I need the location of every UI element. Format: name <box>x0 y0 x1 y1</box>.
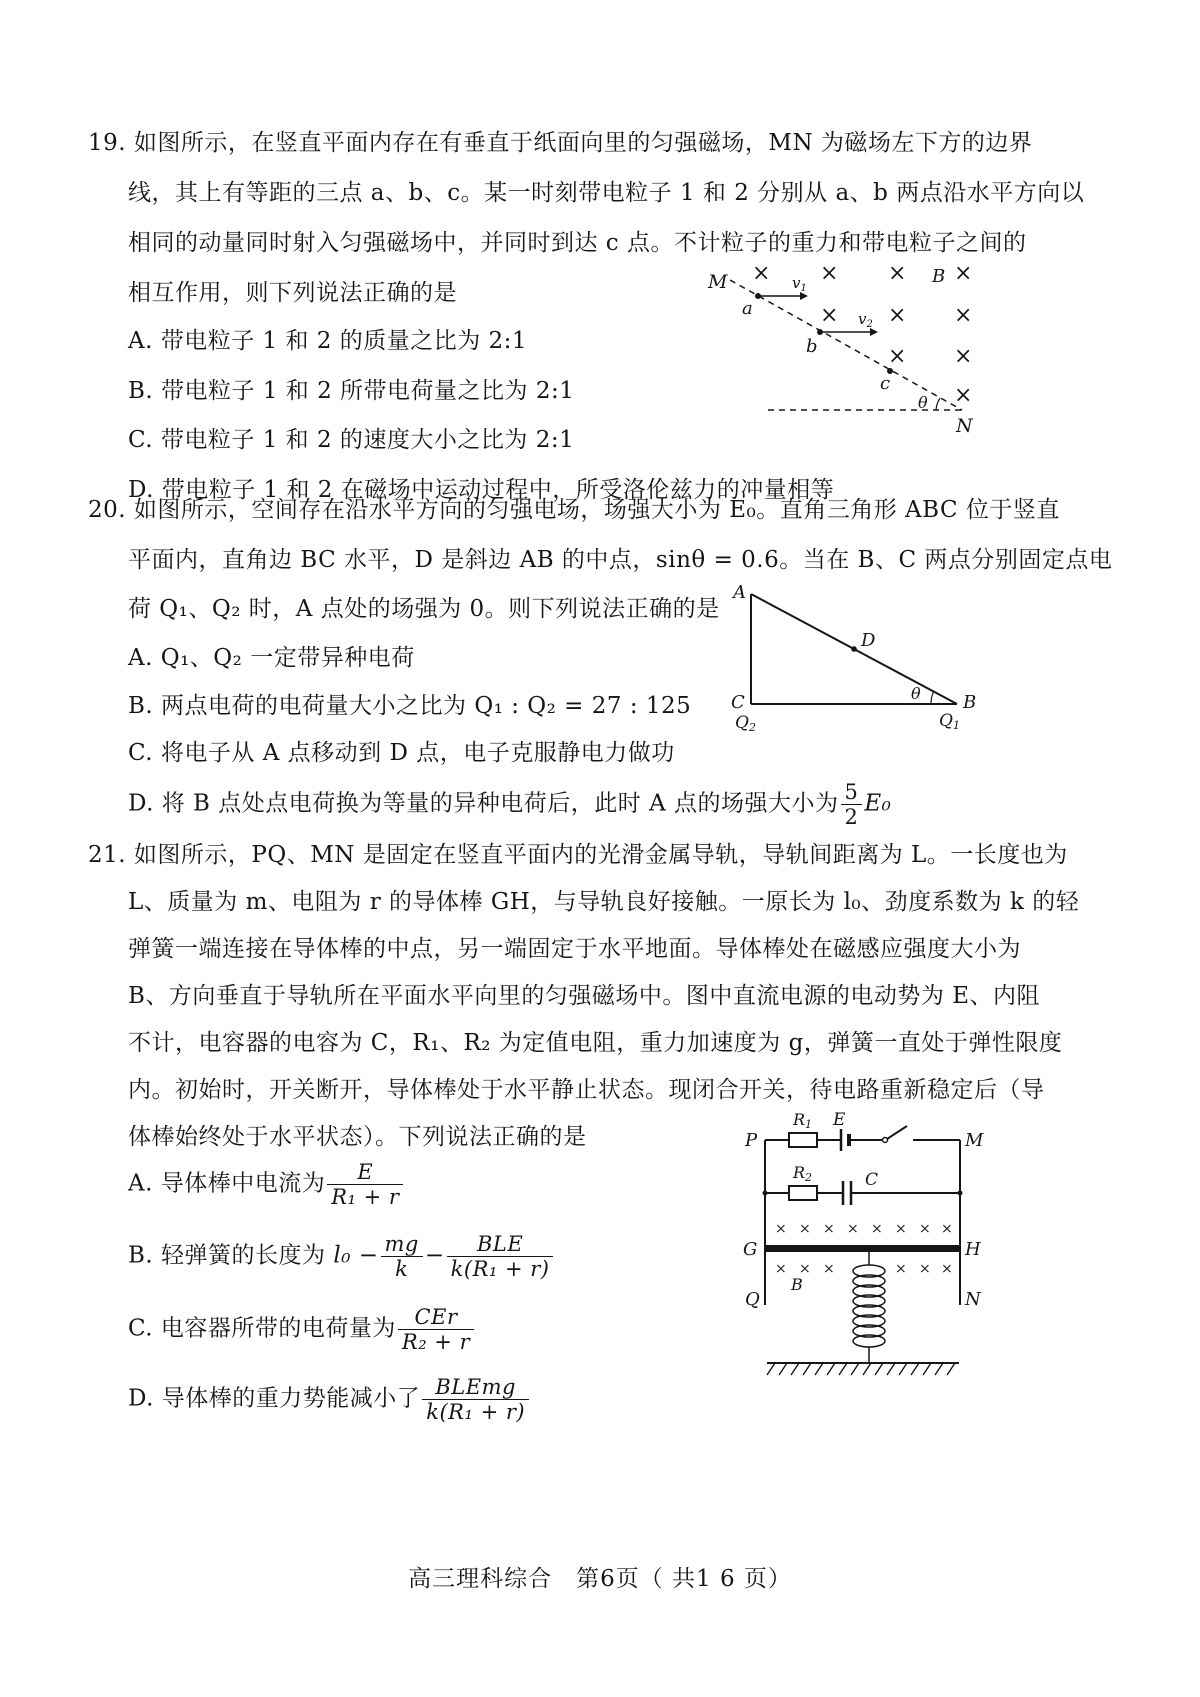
q20-line-2: 平面内，直角边 BC 水平，D 是斜边 AB 的中点，sinθ = 0.6。当在 B、C 两点分别固定点电 <box>128 547 1113 573</box>
q20-label-D: D <box>861 630 876 651</box>
q20-label-C: C <box>731 692 745 713</box>
field-cross: × <box>799 1261 811 1277</box>
q19-option-c: C. 带电粒子 1 和 2 的速度大小之比为 2:1 <box>128 427 575 453</box>
q21-line-5: 不计，电容器的电容为 C，R₁、R₂ 为定值电阻，重力加速度为 g，弹簧一直处于弹性限度 <box>128 1030 1063 1056</box>
q19-option-a: A. 带电粒子 1 和 2 的质量之比为 2:1 <box>128 328 528 354</box>
q20-option-c: C. 将电子从 A 点移动到 D 点，电子克服静电力做功 <box>128 740 675 766</box>
field-cross: × <box>919 1261 931 1277</box>
q21-option-c: C. 电容器所带的电荷量为 CEr R₂ + r <box>128 1305 476 1354</box>
q21-option-d-fraction: BLEmg k(R₁ + r) <box>422 1375 529 1424</box>
q21-label-Q: Q <box>745 1289 760 1310</box>
field-cross: × <box>799 1221 811 1237</box>
q19-option-d: D. 带电粒子 1 和 2 在磁场中运动过程中，所受洛伦兹力的冲量相等 <box>128 477 835 503</box>
q19-line-3: 相同的动量同时射入匀强磁场中，并同时到达 c 点。不计粒子的重力和带电粒子之间的 <box>128 230 1027 256</box>
field-cross: × <box>888 344 907 369</box>
q21-line-7: 体棒始终处于水平状态）。下列说法正确的是 <box>128 1124 587 1150</box>
field-cross: × <box>888 261 907 286</box>
field-cross: × <box>941 1221 953 1237</box>
field-cross: × <box>847 1221 859 1237</box>
q20-option-d-fraction: $\frac{5}{2}$ <box>841 780 863 829</box>
q21-option-a-fraction: $\frac{E}{\text{R₁ + r}}$ <box>327 1160 403 1209</box>
q21-figure <box>735 1105 995 1385</box>
q19-line-4: 相互作用，则下列说法正确的是 <box>128 280 457 306</box>
q21-option-b-fraction-1: $\frac{mg}{k}$ <box>381 1232 423 1281</box>
q20-label-A: A <box>733 582 746 603</box>
field-cross: × <box>775 1261 787 1277</box>
q19-label-N: N <box>956 415 973 437</box>
q19-label-theta: θ <box>918 393 928 412</box>
q21-label-H: H <box>965 1239 981 1260</box>
q19-line-1: 19. 如图所示，在竖直平面内存在有垂直于纸面向里的匀强磁场，MN 为磁场左下方的边界 <box>88 130 1033 156</box>
q21-line-2: L、质量为 m、电阻为 r 的导体棒 GH，与导轨良好接触。一原长为 l₀、劲度系数为 k 的轻 <box>128 889 1080 915</box>
q21-option-c-fraction: CEr R₂ + r <box>398 1305 474 1354</box>
q21-label-G: G <box>743 1239 758 1260</box>
q20-label-Q1: Q1 <box>939 711 960 732</box>
q20-line-1: 20. 如图所示，空间存在沿水平方向的匀强电场，场强大小为 E₀。直角三角形 ABC 位于竖直 <box>88 497 1060 523</box>
q20-option-a: A. Q₁、Q₂ 一定带异种电荷 <box>128 645 415 671</box>
q21-line-3: 弹簧一端连接在导体棒的中点，另一端固定于水平地面。导体棒处在磁感应强度大小为 <box>128 936 1021 962</box>
q21-option-b: B. 轻弹簧的长度为 l₀ − $\frac{mg}{k}$ − BLE k(R₁ + r) <box>128 1232 555 1281</box>
q19-label-b: b <box>806 336 818 357</box>
field-cross: × <box>871 1221 883 1237</box>
q21-option-a: A. 导体棒中电流为 $\frac{E}{\text{R₁ + r}}$ <box>128 1160 405 1209</box>
field-cross: × <box>888 303 907 328</box>
field-cross: × <box>919 1221 931 1237</box>
field-cross: × <box>820 261 839 286</box>
q21-line-6: 内。初始时，开关断开，导体棒处于水平静止状态。现闭合开关，待电路重新稳定后（导 <box>128 1077 1045 1103</box>
field-cross: × <box>752 261 771 286</box>
q21-line-1: 21. 如图所示，PQ、MN 是固定在竖直平面内的光滑金属导轨，导轨间距离为 L。一长度也为 <box>88 842 1068 868</box>
q20-option-d: D. 将 B 点处点电荷换为等量的异种电荷后，此时 A 点的场强大小为 $\frac{5}{2}$ E₀ <box>128 780 892 829</box>
field-cross: × <box>895 1221 907 1237</box>
q21-label-E: E <box>833 1110 846 1130</box>
q20-figure <box>725 580 995 734</box>
q20-label-Q2: Q2 <box>735 713 756 734</box>
q21-label-M: M <box>965 1130 984 1151</box>
field-cross: × <box>954 383 973 408</box>
q19-option-b: B. 带电粒子 1 和 2 所带电荷量之比为 2:1 <box>128 378 575 404</box>
q19-label-M: M <box>708 271 728 293</box>
q20-label-B: B <box>963 692 977 713</box>
field-cross: × <box>954 261 973 286</box>
q21-label-B: B <box>791 1275 803 1294</box>
q19-label-c: c <box>880 373 891 394</box>
q21-option-b-fraction-2: BLE k(R₁ + r) <box>447 1232 554 1281</box>
field-cross: × <box>775 1221 787 1237</box>
q21-label-R1: R1 <box>793 1110 813 1131</box>
q20-option-b: B. 两点电荷的电荷量大小之比为 Q₁ : Q₂ = 27 : 125 <box>128 693 692 719</box>
q21-line-4: B、方向垂直于导轨所在平面水平向里的匀强磁场中。图中直流电源的电动势为 E、内阻 <box>128 983 1041 1009</box>
q21-label-R2: R2 <box>793 1163 813 1184</box>
page-footer: 高三理科综合 第6页（ 共1 6 页） <box>408 1566 792 1592</box>
q19-label-B: B <box>932 266 946 287</box>
q20-line-3: 荷 Q₁、Q₂ 时，A 点处的场强为 0。则下列说法正确的是 <box>128 596 720 622</box>
q19-line-2: 线，其上有等距的三点 a、b、c。某一时刻带电粒子 1 和 2 分别从 a、b 两点沿水平方向以 <box>128 180 1085 206</box>
q20-label-theta: θ <box>911 684 921 703</box>
field-cross: × <box>895 1261 907 1277</box>
field-cross: × <box>941 1261 953 1277</box>
field-cross: × <box>954 344 973 369</box>
q21-label-C: C <box>865 1170 879 1190</box>
q21-option-d: D. 导体棒的重力势能减小了 BLEmg k(R₁ + r) <box>128 1375 531 1424</box>
q21-label-P: P <box>745 1130 758 1151</box>
field-cross: × <box>954 303 973 328</box>
q21-label-N: N <box>965 1289 981 1310</box>
field-cross: × <box>820 303 839 328</box>
q20-option-d-text: D. 将 B 点处点电荷换为等量的异种电荷后，此时 A 点的场强大小为 <box>128 790 839 817</box>
q19-figure <box>700 250 1000 450</box>
field-cross: × <box>823 1261 835 1277</box>
q19-label-a: a <box>742 298 753 319</box>
q19-label-v1: $v_1$ <box>792 274 807 294</box>
q19-label-v2: $v_2$ <box>858 310 873 330</box>
field-cross: × <box>823 1221 835 1237</box>
